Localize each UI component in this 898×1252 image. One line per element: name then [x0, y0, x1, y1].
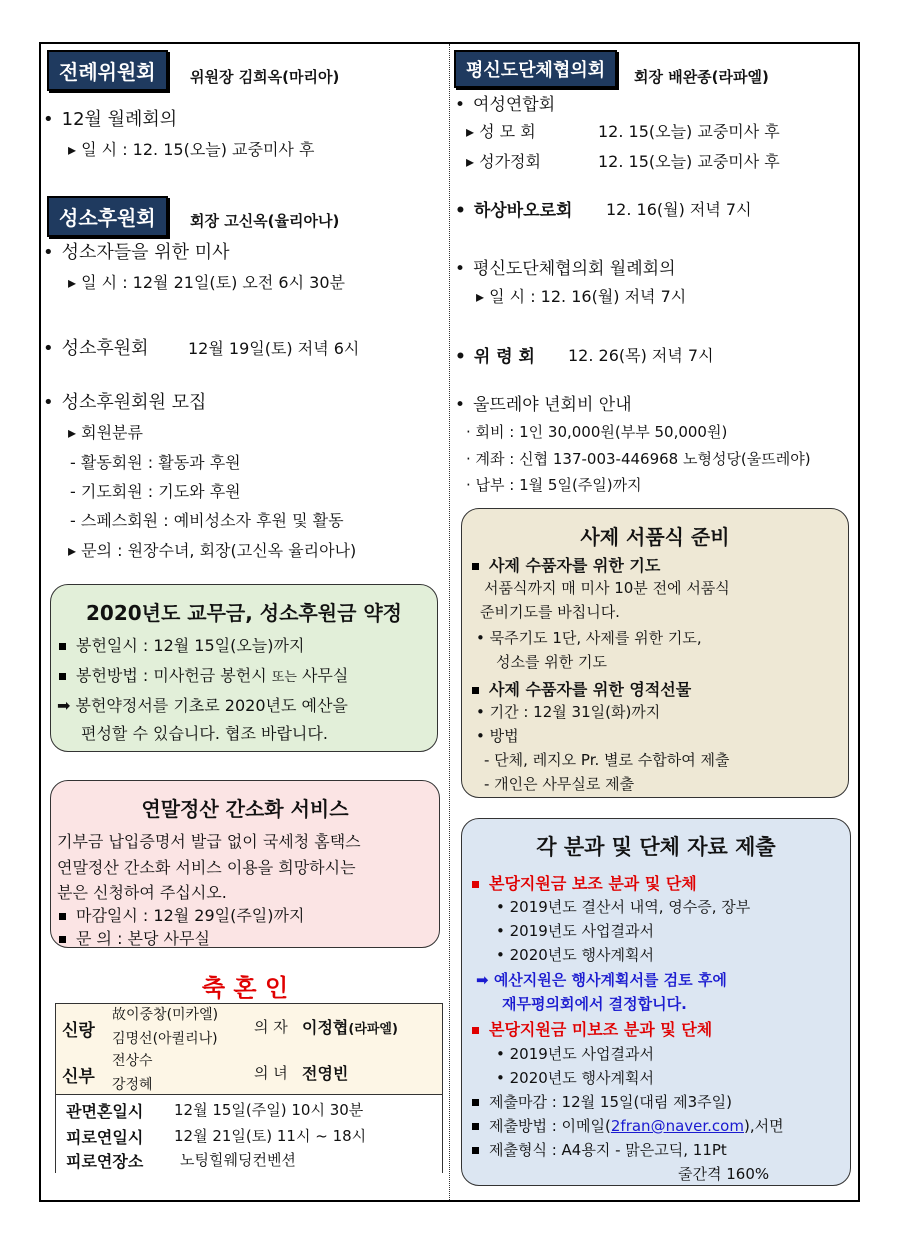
ceremony-value: 12월 15일(주일) 10시 30분 — [174, 1101, 364, 1119]
recruit-contact: ▸ 문의 : 원장수녀, 회장(고신옥 율리아나) — [68, 541, 357, 560]
submit-note2: 재무평의회에서 결정합니다. — [502, 995, 687, 1013]
groom-label: 신랑 — [62, 1021, 95, 1041]
column-divider — [449, 44, 450, 1200]
sacristan-recruit-sub: ▸ 회원분류 — [68, 423, 143, 442]
groom-rel: 의 자 — [254, 1018, 288, 1036]
submit-h1-text: 본당지원금 보조 분과 및 단체 — [489, 874, 697, 893]
tax-line1: 마감일시 : 12월 29일(주일)까지 — [76, 906, 305, 925]
submit-d4: 줄간격 160% — [678, 1165, 770, 1183]
pledge-line2c: 사무실 — [296, 666, 349, 685]
liturgy-detail-text: 일 시 : 12. 15(오늘) 교중미사 후 — [81, 140, 315, 159]
ultreya-line: · 회비 : 1인 30,000원(부부 50,000원) — [466, 423, 728, 441]
pledge-line — [59, 633, 304, 656]
submit-d3-text: 제출형식 : A4용지 - 맑은고딕, 11Pt — [489, 1141, 727, 1159]
sacristan-head: 회장 고신옥(율리아나) — [190, 212, 340, 230]
liturgy-tag: 전례위원회 — [47, 50, 168, 91]
priest-p4: 성소를 위한 기도 — [496, 653, 607, 671]
recruit-contact-text: 문의 : 원장수녀, 회장(고신옥 율리아나) — [81, 541, 357, 560]
women2-name: 성가정회 — [479, 152, 541, 171]
pledge-title: 2020년도 교무금, 성소후원금 약정 — [86, 601, 402, 625]
ultreya-title: • 울뜨레야 년회비 안내 — [455, 390, 632, 415]
sacristan-tag: 성소후원회 — [47, 196, 168, 237]
tax-para: 기부금 납입증명서 발급 없이 국세청 홈택스 — [57, 832, 361, 851]
women1-name: 성 모 회 — [479, 122, 536, 141]
square-bullet-icon — [59, 936, 66, 943]
venue-label: 피로연장소 — [66, 1152, 144, 1171]
priest-p6: • 방법 — [476, 727, 519, 745]
pledge-line2a: 봉헌방법 : 미사헌금 봉헌시 — [76, 666, 272, 685]
square-bullet-icon — [472, 1027, 479, 1034]
submit-d1-text: 제출마감 : 12월 15일(대림 제3주일) — [489, 1093, 732, 1111]
wiryeong-time: 12. 26(목) 저녁 7시 — [568, 346, 714, 365]
bride-name: 전영빈 — [302, 1064, 349, 1083]
sacristan-mass-title: • 성소자들을 위한 미사 — [43, 238, 230, 264]
pledge-line1: 봉헌일시 : 12월 15일(오늘)까지 — [76, 636, 305, 655]
submit-b2: • 2020년도 행사계획서 — [496, 1069, 654, 1087]
submit-a1: • 2019년도 결산서 내역, 영수증, 장부 — [496, 898, 751, 916]
ultreya-line: · 납부 : 1월 5일(주일)까지 — [466, 476, 642, 494]
priest-h1-text: 사제 수품자를 위한 기도 — [489, 556, 661, 575]
submit-b1-text: 2019년도 사업결과서 — [509, 1045, 654, 1063]
square-bullet-icon — [472, 1147, 479, 1154]
submit-note1 — [476, 969, 727, 990]
submit-d2b: ),서면 — [743, 1117, 784, 1135]
submit-a2-text: 2019년도 사업결과서 — [509, 922, 654, 940]
pledge-box — [50, 584, 438, 752]
sacristan-mass-detail-text: 일 시 : 12월 21일(토) 오전 6시 30분 — [81, 273, 345, 292]
priest-p2: 준비기도를 바칩니다. — [480, 603, 620, 621]
sacristan-recruit-title: • 성소후원회원 모집 — [43, 388, 206, 414]
submit-box — [461, 818, 851, 1186]
submit-d1 — [472, 1091, 732, 1112]
reception-value: 12월 21일(토) 11시 ~ 18시 — [174, 1127, 367, 1145]
wiryeong-title: • 위 령 회 — [455, 342, 535, 367]
square-bullet-icon — [472, 881, 479, 888]
submit-a3: • 2020년도 행사계획서 — [496, 946, 654, 964]
tax-para: 연말정산 간소화 서비스 이용을 희망하시는 — [57, 858, 356, 877]
submit-title: 각 분과 및 단체 자료 제출 — [536, 835, 776, 859]
bride-mother: 강정혜 — [112, 1077, 153, 1093]
square-bullet-icon — [59, 913, 66, 920]
tax-box — [50, 780, 440, 948]
women-row: ▸ 성가정회 — [466, 152, 541, 171]
sacristan-mass-detail: ▸ 일 시 : 12월 21일(토) 오전 6시 30분 — [68, 273, 345, 292]
square-bullet-icon — [472, 1123, 479, 1130]
bride-father: 전상수 — [112, 1053, 153, 1069]
square-bullet-icon — [59, 673, 66, 680]
recruit-line: - 스페스회원 : 예비성소자 후원 및 활동 — [70, 511, 344, 530]
square-bullet-icon — [472, 1099, 479, 1106]
sacristan-meeting-title: • 성소후원회 — [43, 334, 149, 360]
council-detail-text: 일 시 : 12. 16(월) 저녁 7시 — [489, 287, 687, 306]
submit-b1: • 2019년도 사업결과서 — [496, 1045, 654, 1063]
sacristan-meeting-detail: 12월 19일(토) 저녁 6시 — [188, 339, 360, 358]
arrow-right-icon: ➡ — [57, 696, 71, 715]
square-bullet-icon — [472, 687, 479, 694]
pledge-line3: 봉헌약정서를 기초로 2020년도 예산을 — [75, 696, 348, 715]
bride-rel: 의 녀 — [254, 1064, 288, 1082]
submit-d3 — [472, 1139, 727, 1160]
groom-father: 故이중창(미카엘) — [112, 1007, 219, 1023]
submit-h2-text: 본당지원금 미보조 분과 및 단체 — [489, 1020, 713, 1039]
submit-h2 — [472, 1017, 712, 1040]
recruit-line: - 활동회원 : 활동과 후원 — [70, 453, 241, 472]
priest-p8: - 개인은 사무실로 제출 — [484, 775, 635, 793]
liturgy-item-detail: ▸ 일 시 : 12. 15(오늘) 교중미사 후 — [68, 140, 315, 159]
laity-head: 회장 배완종(라파엘) — [634, 68, 769, 86]
laity-tag: 평신도단체협의회 — [454, 50, 617, 88]
groom-name — [302, 1015, 398, 1038]
priest-p7: - 단체, 레지오 Pr. 별로 수합하여 제출 — [484, 751, 730, 769]
priest-p1: 서품식까지 매 미사 10분 전에 서품식 — [484, 579, 730, 597]
ultreya-line: · 계좌 : 신협 137-003-446968 노형성당(울뜨레야) — [466, 450, 811, 468]
hasang-time: 12. 16(월) 저녁 7시 — [606, 200, 752, 219]
pledge-line — [59, 663, 348, 686]
tax-title: 연말정산 간소화 서비스 — [141, 797, 349, 821]
tax-line — [59, 926, 210, 949]
tax-line — [59, 903, 304, 926]
council-title: • 평신도단체협의회 월례회의 — [455, 254, 676, 279]
pledge-line — [57, 693, 348, 716]
submit-h1 — [472, 871, 697, 894]
recruit-sub-text: 회원분류 — [81, 423, 143, 442]
submit-d2 — [472, 1115, 784, 1136]
reception-label: 피로연일시 — [66, 1128, 144, 1147]
wedding-box — [55, 1003, 443, 1173]
women1-time: 12. 15(오늘) 교중미사 후 — [598, 122, 780, 141]
submit-a3-text: 2020년도 행사계획서 — [509, 946, 654, 964]
priest-h1 — [472, 553, 660, 576]
women2-time: 12. 15(오늘) 교중미사 후 — [598, 152, 780, 171]
square-bullet-icon — [472, 563, 479, 570]
women-title: • 여성연합회 — [455, 90, 555, 115]
priest-title: 사제 서품식 준비 — [580, 525, 730, 549]
hasang-title: • 하상바오로회 — [455, 196, 572, 221]
submit-d2a: 제출방법 : 이메일( — [489, 1117, 611, 1135]
tax-para: 분은 신청하여 주십시오. — [57, 883, 227, 902]
submit-email-link[interactable]: 2fran@naver.com — [610, 1117, 744, 1135]
women-row: ▸ 성 모 회 — [466, 122, 536, 141]
bride-label: 신부 — [62, 1067, 95, 1087]
submit-a1-text: 2019년도 결산서 내역, 영수증, 장부 — [509, 898, 751, 916]
venue-value: 노팅힐웨딩컨벤션 — [180, 1151, 296, 1169]
ceremony-label: 관면혼일시 — [66, 1102, 144, 1121]
wedding-schedule — [56, 1094, 442, 1173]
groom-mother: 김명선(아퀼리나) — [112, 1031, 218, 1047]
wedding-title: 축 혼 인 — [201, 974, 289, 1002]
pledge-line2b: 또는 — [271, 670, 297, 685]
council-detail: ▸ 일 시 : 12. 16(월) 저녁 7시 — [476, 287, 687, 306]
submit-b2-text: 2020년도 행사계획서 — [509, 1069, 654, 1087]
square-bullet-icon — [59, 643, 66, 650]
recruit-line: - 기도회원 : 기도와 후원 — [70, 482, 241, 501]
pledge-line4: 편성할 수 있습니다. 협조 바랍니다. — [81, 724, 328, 743]
liturgy-head: 위원장 김희옥(마리아) — [190, 68, 340, 86]
submit-note1-text: 예산지원은 행사계획서를 검토 후에 — [493, 971, 727, 989]
priest-h2-text: 사제 수품자를 위한 영적선물 — [489, 680, 692, 699]
groom-name-text: 이정협 — [302, 1018, 349, 1037]
liturgy-item: • 12월 월례회의 — [43, 105, 177, 131]
groom-baptism: (라파엘) — [348, 1022, 398, 1037]
tax-line2: 문 의 : 본당 사무실 — [76, 929, 210, 948]
priest-p5: • 기간 : 12월 31일(화)까지 — [476, 703, 661, 721]
arrow-right-icon: ➡ — [476, 971, 489, 989]
priest-h2 — [472, 677, 691, 700]
submit-a2: • 2019년도 사업결과서 — [496, 922, 654, 940]
priest-box — [461, 508, 849, 798]
priest-p3: • 묵주기도 1단, 사제를 위한 기도, — [476, 629, 702, 647]
